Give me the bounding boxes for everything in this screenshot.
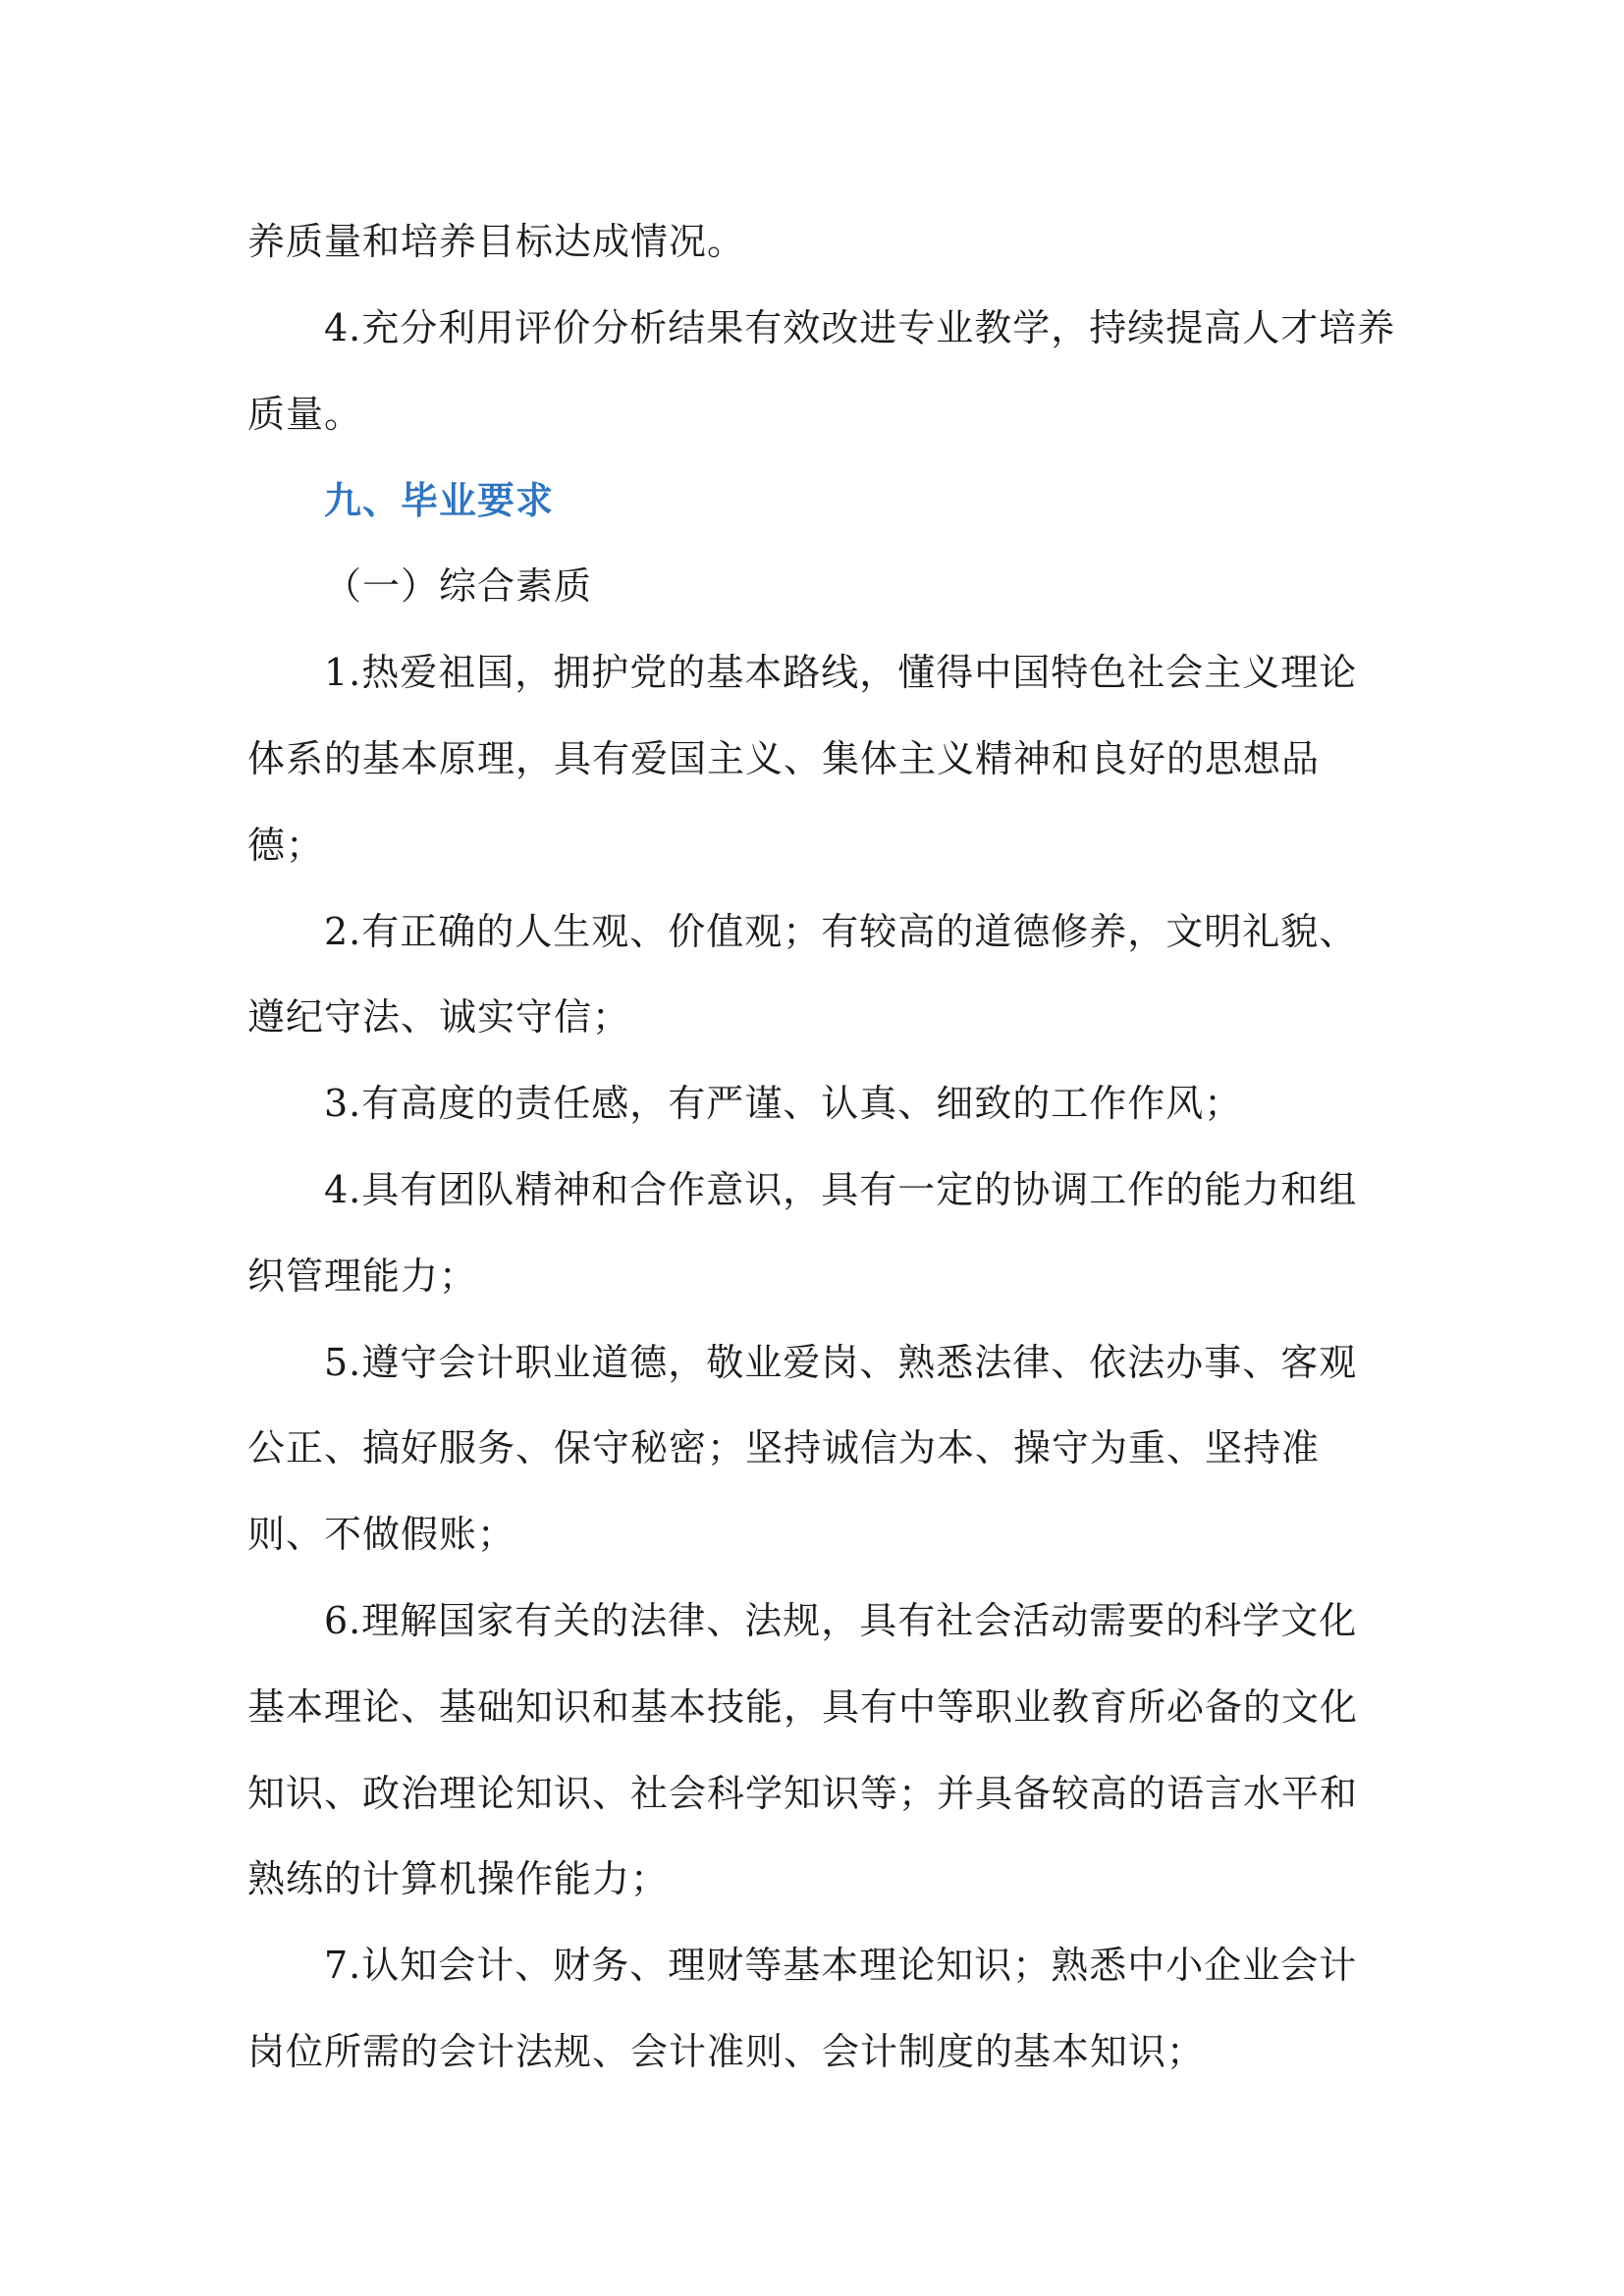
paragraph-line: 养质量和培养目标达成情况。 bbox=[247, 220, 746, 263]
section-heading: 九、毕业要求 bbox=[324, 478, 555, 522]
paragraph-line: 6.理解国家有关的法律、法规，具有社会活动需要的科学文化 bbox=[324, 1599, 1358, 1642]
paragraph-line: 德； bbox=[247, 824, 325, 867]
paragraph-line: 知识、政治理论知识、社会科学知识等；并具备较高的语言水平和 bbox=[247, 1772, 1359, 1815]
paragraph-line: 熟练的计算机操作能力； bbox=[247, 1857, 670, 1900]
paragraph-line: 质量。 bbox=[247, 393, 363, 436]
paragraph-line: 织管理能力； bbox=[247, 1255, 478, 1298]
subsection-heading: （一）综合素质 bbox=[324, 564, 593, 608]
paragraph-line: 公正、搞好服务、保守秘密；坚持诚信为本、操守为重、坚持准 bbox=[247, 1426, 1321, 1469]
paragraph-line: 1.热爱祖国，拥护党的基本路线，懂得中国特色社会主义理论 bbox=[324, 651, 1358, 694]
paragraph-line: 岗位所需的会计法规、会计准则、会计制度的基本知识； bbox=[247, 2030, 1206, 2073]
paragraph-line: 则、不做假账； bbox=[247, 1513, 516, 1556]
paragraph-line: 4.充分利用评价分析结果有效改进专业教学，持续提高人才培养 bbox=[324, 306, 1396, 349]
paragraph-line: 7.认知会计、财务、理财等基本理论知识；熟悉中小企业会计 bbox=[324, 1944, 1358, 1987]
paragraph-line: 遵纪守法、诚实守信； bbox=[247, 995, 631, 1039]
paragraph-line: 2.有正确的人生观、价值观；有较高的道德修养，文明礼貌、 bbox=[324, 910, 1358, 953]
paragraph-line: 基本理论、基础知识和基本技能，具有中等职业教育所必备的文化 bbox=[247, 1685, 1359, 1729]
paragraph-line: 3.有高度的责任感，有严谨、认真、细致的工作作风； bbox=[324, 1082, 1243, 1125]
paragraph-line: 4.具有团队精神和合作意识，具有一定的协调工作的能力和组 bbox=[324, 1168, 1358, 1211]
paragraph-line: 5.遵守会计职业道德，敬业爱岗、熟悉法律、依法办事、客观 bbox=[324, 1341, 1358, 1384]
paragraph-line: 体系的基本原理，具有爱国主义、集体主义精神和良好的思想品 bbox=[247, 737, 1321, 780]
